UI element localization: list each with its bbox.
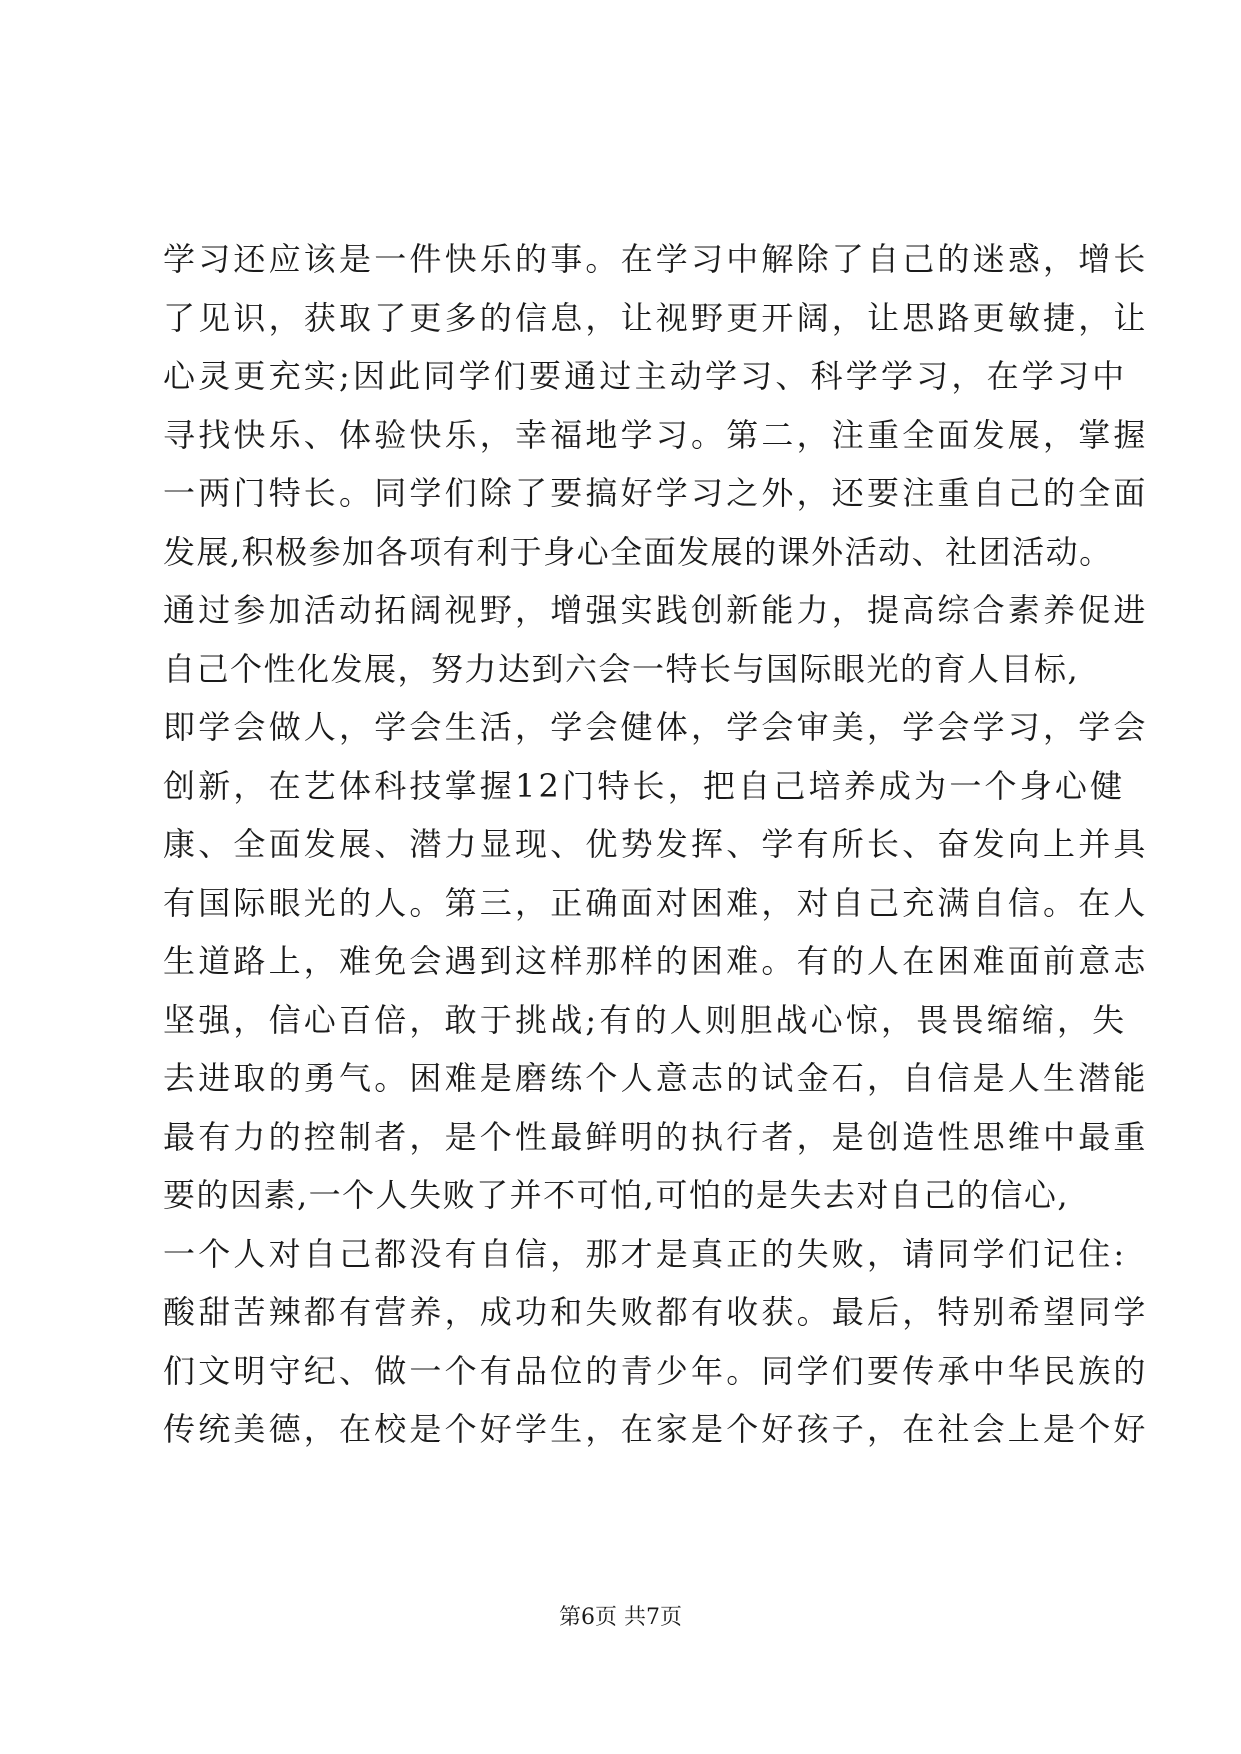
text-line: 坚强，信心百倍，敢于挑战;有的人则胆战心惊，畏畏缩缩，失 [163, 1000, 1128, 1039]
text-line: 最有力的控制者，是个性最鲜明的执行者，是创造性思维中最重 [163, 1117, 1149, 1156]
text-line: 传统美德，在校是个好学生，在家是个好孩子，在社会上是个好 [163, 1410, 1149, 1448]
text-line: 酸甜苦辣都有营养，成功和失败都有收获。最后，特别希望同学 [163, 1293, 1149, 1331]
text-line: 心灵更充实;因此同学们要通过主动学习、科学学习，在学习中 [163, 357, 1128, 395]
text-line: 即学会做人，学会生活，学会健体，学会审美，学会学习，学会 [163, 708, 1149, 746]
text-line: 通过参加活动拓阔视野，增强实践创新能力，提高综合素养促进 [163, 591, 1149, 629]
text-line: 自己个性化发展，努力达到六会一特长与国际眼光的育人目标, [163, 649, 1080, 688]
text-line: 了见识，获取了更多的信息，让视野更开阔，让思路更敏捷，让 [163, 298, 1149, 337]
text-line: 康、全面发展、潜力显现、优势发挥、学有所长、奋发向上并具 [163, 825, 1149, 863]
text-line: 寻找快乐、体验快乐，幸福地学习。第二，注重全面发展，掌握 [163, 415, 1149, 454]
text-line: 们文明守纪、做一个有品位的青少年。同学们要传承中华民族的 [163, 1351, 1149, 1390]
text-line: 学习还应该是一件快乐的事。在学习中解除了自己的迷惑，增长 [163, 240, 1149, 278]
text-line: 去进取的勇气。困难是磨练个人意志的试金石，自信是人生潜能 [163, 1059, 1149, 1097]
page-footer: 第6页 共7页 [559, 1605, 682, 1630]
text-line: 创新，在艺体科技掌握12门特长，把自己培养成为一个身心健 [163, 766, 1126, 805]
text-line: 一两门特长。同学们除了要搞好学习之外，还要注重自己的全面 [163, 474, 1149, 512]
text-line: 发展,积极参加各项有利于身心全面发展的课外活动、社团活动。 [163, 532, 1113, 571]
body-text [163, 230, 1149, 1459]
text-line: 一个人对自己都没有自信，那才是真正的失败，请同学们记住: [163, 1234, 1128, 1273]
text-line: 要的因素,一个人失败了并不可怕,可怕的是失去对自己的信心, [163, 1176, 1070, 1214]
text-line: 生道路上，难免会遇到这样那样的困难。有的人在困难面前意志 [163, 942, 1149, 980]
text-line: 有国际眼光的人。第三，正确面对困难，对自己充满自信。在人 [163, 883, 1149, 922]
